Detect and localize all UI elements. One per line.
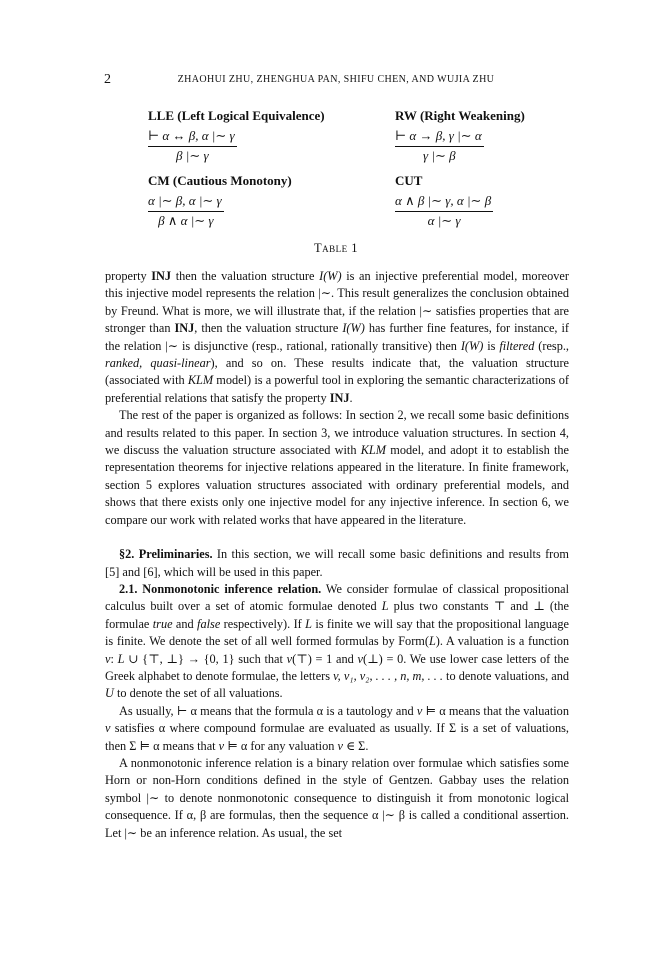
rules-table bbox=[148, 108, 525, 228]
section-preliminaries: §2. Preliminaries. In this section, we will recall some basic definitions and results from [5] and [6], which will be used in this paper. bbox=[105, 547, 569, 579]
paragraph-outline: The rest of the paper is organized as follows: In section 2, we recall some basic definitions and results related to this paper. In section 3, we introduce valuation structures. In section 4, we discuss the valuation structure associated with KLM model, and adopt it to establish the representation theorems for injective relations appeared in the literature. In finite framework, section 5 explores valuation structures associated with ordinary preferential models, and shows that there exists only one injective model for any injective inference. In section 6, we compare our work with related works that have appeared in the literature. bbox=[105, 408, 569, 527]
rule-name: LLE (Left Logical Equivalence) bbox=[148, 108, 325, 123]
paragraph-intro-continued: property INJ then the valuation structure I(W) is an injective preferential model, moreover this injective model represents the relation |∼. This result generalizes the conclusion obtained by Freund. What is more, we will illustrate that, if the relation |∼ satisfies properties that are stronger than INJ, then the valuation structure I(W) has further fine features, for instance, if the relation |∼ is disjunctive (resp., rational, rationally transitive) then I(W) is filtered (resp., ranked, quasi-linear), and so on. These results indicate that, the valuation structure (associated with KLM model) is a powerful tool in exploring the semantic characterizations of preferential relations that satisfy the property INJ. bbox=[105, 269, 569, 405]
table-caption: Table 1 bbox=[313, 241, 358, 255]
running-head: ZHAOHUI ZHU, ZHENGHUA PAN, SHIFU CHEN, AND WUJIA ZHU bbox=[177, 74, 495, 85]
rule-conclusion: γ |∼ β bbox=[423, 148, 456, 163]
rule-conclusion: β |∼ γ bbox=[176, 148, 209, 163]
page-number: 2 bbox=[104, 72, 111, 87]
rule-premise: ⊢ α → β, γ |∼ α bbox=[395, 128, 482, 143]
rule-conclusion: β ∧ α |∼ γ bbox=[158, 213, 214, 228]
section-heading: §2. Preliminaries. bbox=[119, 547, 213, 562]
rule-name: CUT bbox=[395, 173, 423, 188]
subsection-heading: 2.1. Nonmonotonic inference relation. bbox=[119, 581, 322, 596]
rule-name: RW (Right Weakening) bbox=[395, 108, 525, 123]
rule-cm bbox=[148, 173, 292, 229]
rule-premise: ⊢ α ↔ β, α |∼ γ bbox=[148, 128, 235, 143]
rule-premise: α ∧ β |∼ γ, α |∼ β bbox=[395, 193, 492, 208]
paragraph-satisfaction: As usually, ⊢ α means that the formula α is a tautology and v ⊨ α means that the valuation v satisfies α where compound formulae are evaluated as usually. If Σ is a set of valuations, then Σ ⊨ α means that v ⊨ α for any valuation v ∈ Σ. bbox=[105, 703, 569, 753]
rule-rw bbox=[395, 108, 525, 164]
body-text bbox=[105, 268, 569, 842]
paragraph-inference-relation: A nonmonotonic inference relation is a binary relation over formulae which satisfies some Horn or non-Horn conditions defined in the style of Gentzen. Gabbay uses the relation symbol |∼ to denote nonmonotonic consequence to distinguish it from monotonic logical consequence. If α, β are formulas, then the sequence α |∼ β is called a conditional assertion. Let |∼ be an inference relation. As usual, the set bbox=[105, 755, 569, 840]
rule-name: CM (Cautious Monotony) bbox=[148, 173, 292, 188]
rule-lle bbox=[148, 108, 325, 164]
rule-conclusion: α |∼ γ bbox=[427, 213, 461, 228]
subsection-nonmonotonic: 2.1. Nonmonotonic inference relation. We consider formulae of classical propositional calculus built over a set of atomic formulae denoted L plus two constants ⊤ and ⊥ (the formulae true and false respectively). If L is finite we will say that the propositional language is finite. We denote the set of all well formed formulas by Form(L). A valuation is a function v: L ∪ {⊤, ⊥} → {0, 1} such that v(⊤) = 1 and v(⊥) = 0. We use lower case letters of the Greek alphabet to denote formulae, the letters v, v₁, v₂, . . . , n, m, . . . to denote valuations, and U to denote the set of all valuations. bbox=[105, 581, 570, 701]
rule-premise: α |∼ β, α |∼ γ bbox=[148, 193, 222, 208]
rule-cut bbox=[395, 173, 493, 229]
